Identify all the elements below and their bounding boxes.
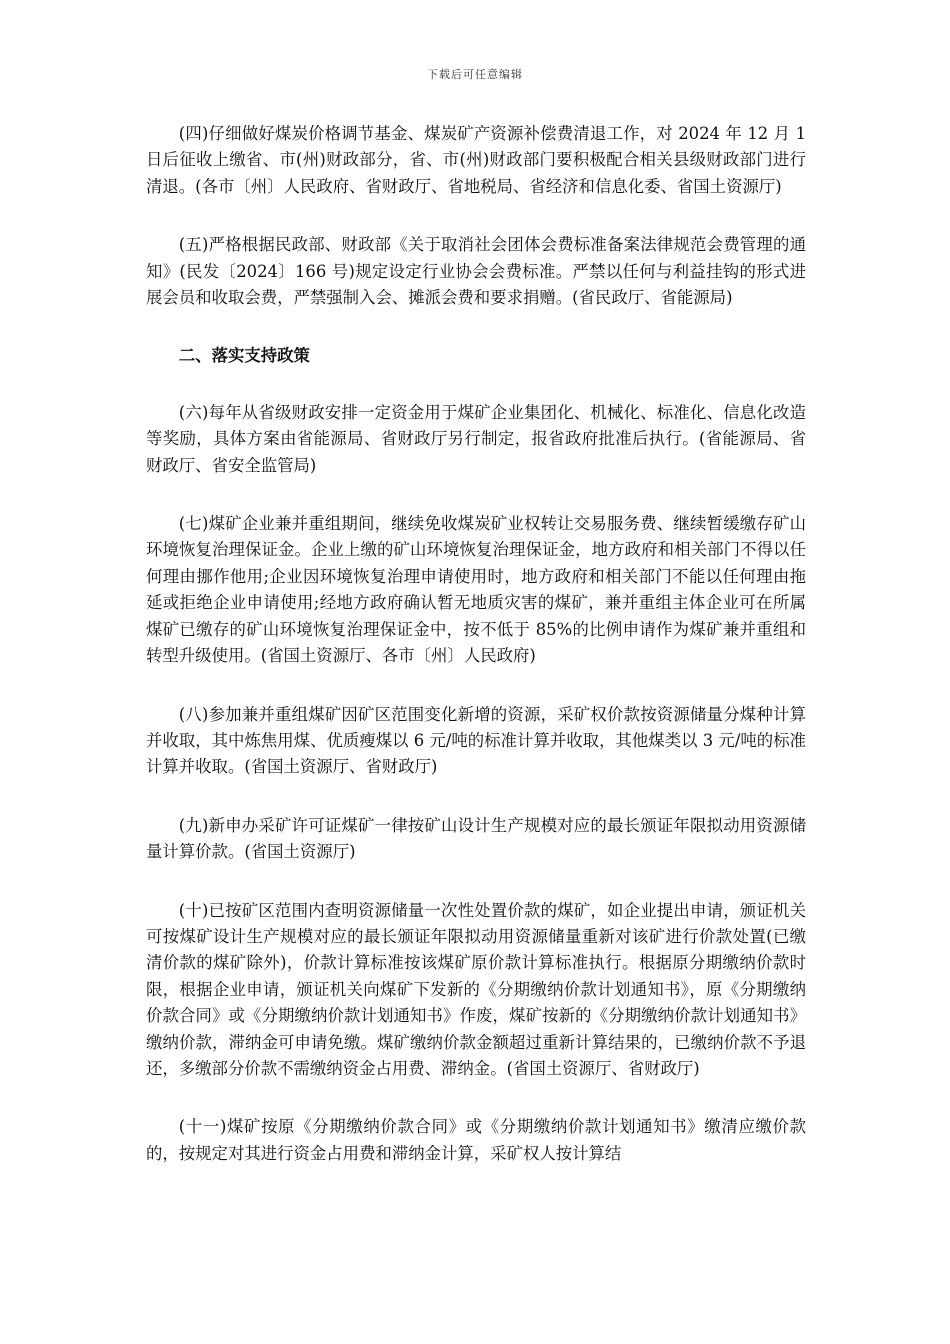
paragraph-4: (四)仔细做好煤炭价格调节基金、煤炭矿产资源补偿费清退工作，对 2024 年 12 月 1 日后征收上缴省、市(州)财政部分，省、市(州)财政部门要积极配合相关县级财政部门进行清退。(各市〔州〕人民政府、省财政厅、省地税局、省经济和信息化委、省国土资源厅) [146, 124, 806, 196]
document-body [146, 121, 806, 1199]
page-header: 下载后可任意编辑 [427, 68, 523, 81]
paragraph-9: (九)新申办采矿许可证煤矿一律按矿山设计生产规模对应的最长颁证年限拟动用资源储量计算价款。(省国土资源厅) [146, 815, 806, 862]
paragraph-8: (八)参加兼并重组煤矿因矿区范围变化新增的资源，采矿权价款按资源储量分煤种计算并收取，其中炼焦用煤、优质瘦煤以 6 元/吨的标准计算并收取，其他煤类以 3 元/吨的标准计算并收取。(省国土资源厅、省财政厅) [146, 704, 806, 777]
paragraph-10: (十)已按矿区范围内查明资源储量一次性处置价款的煤矿，如企业提出申请，颁证机关可按煤矿设计生产规模对应的最长颁证年限拟动用资源储量重新对该矿进行价款处置(已缴清价款的煤矿除外)，价款计算标准按该煤矿原价款计算标准执行。根据原分期缴纳价款时限，根据企业申请，颁证机关向煤矿下发新的《分期缴纳价款计划通知书》，原《分期缴纳价款合同》或《分期缴纳价款计划通知书》作废，煤矿按新的《分期缴纳价款计划通知书》缴纳价款，滞纳金可申请免缴。煤矿缴纳价款金额超过重新计算结果的，已缴纳价款不予退还，多缴部分价款不需缴纳资金占用费、滞纳金。(省国土资源厅、省财政厅) [146, 900, 806, 1078]
paragraph-6: (六)每年从省级财政安排一定资金用于煤矿企业集团化、机械化、标准化、信息化改造等奖励，具体方案由省能源局、省财政厅另行制定，报省政府批准后执行。(省能源局、省财政厅、省安全监管局) [146, 402, 806, 475]
paragraph-7: (七)煤矿企业兼并重组期间，继续免收煤炭矿业权转让交易服务费、继续暂缓缴存矿山环境恢复治理保证金。企业上缴的矿山环境恢复治理保证金，地方政府和相关部门不得以任何理由挪作他用;企业因环境恢复治理申请使用时，地方政府和相关部门不能以任何理由拖延或拒绝企业申请使用;经地方政府确认暂无地质灾害的煤矿，兼并重组主体企业可在所属煤矿已缴存的矿山环境恢复治理保证金中，按不低于 85%的比例申请作为煤矿兼并重组和转型升级使用。(省国土资源厅、各市〔州〕人民政府) [146, 514, 806, 666]
section-heading-2: 二、落实支持政策 [178, 346, 310, 366]
paragraph-5: (五)严格根据民政部、财政部《关于取消社会团体会费标准备案法律规范会费管理的通知》(民发〔2024〕166 号)规定设定行业协会会费标准。严禁以任何与利益挂钩的形式进展会员和收取会费，严禁强制入会、摊派会费和要求捐赠。(省民政厅、省能源局) [146, 235, 806, 308]
paragraph-11: (十一)煤矿按原《分期缴纳价款合同》或《分期缴纳价款计划通知书》缴清应缴价款的，按规定对其进行资金占用费和滞纳金计算，采矿权人按计算结 [146, 1117, 806, 1163]
